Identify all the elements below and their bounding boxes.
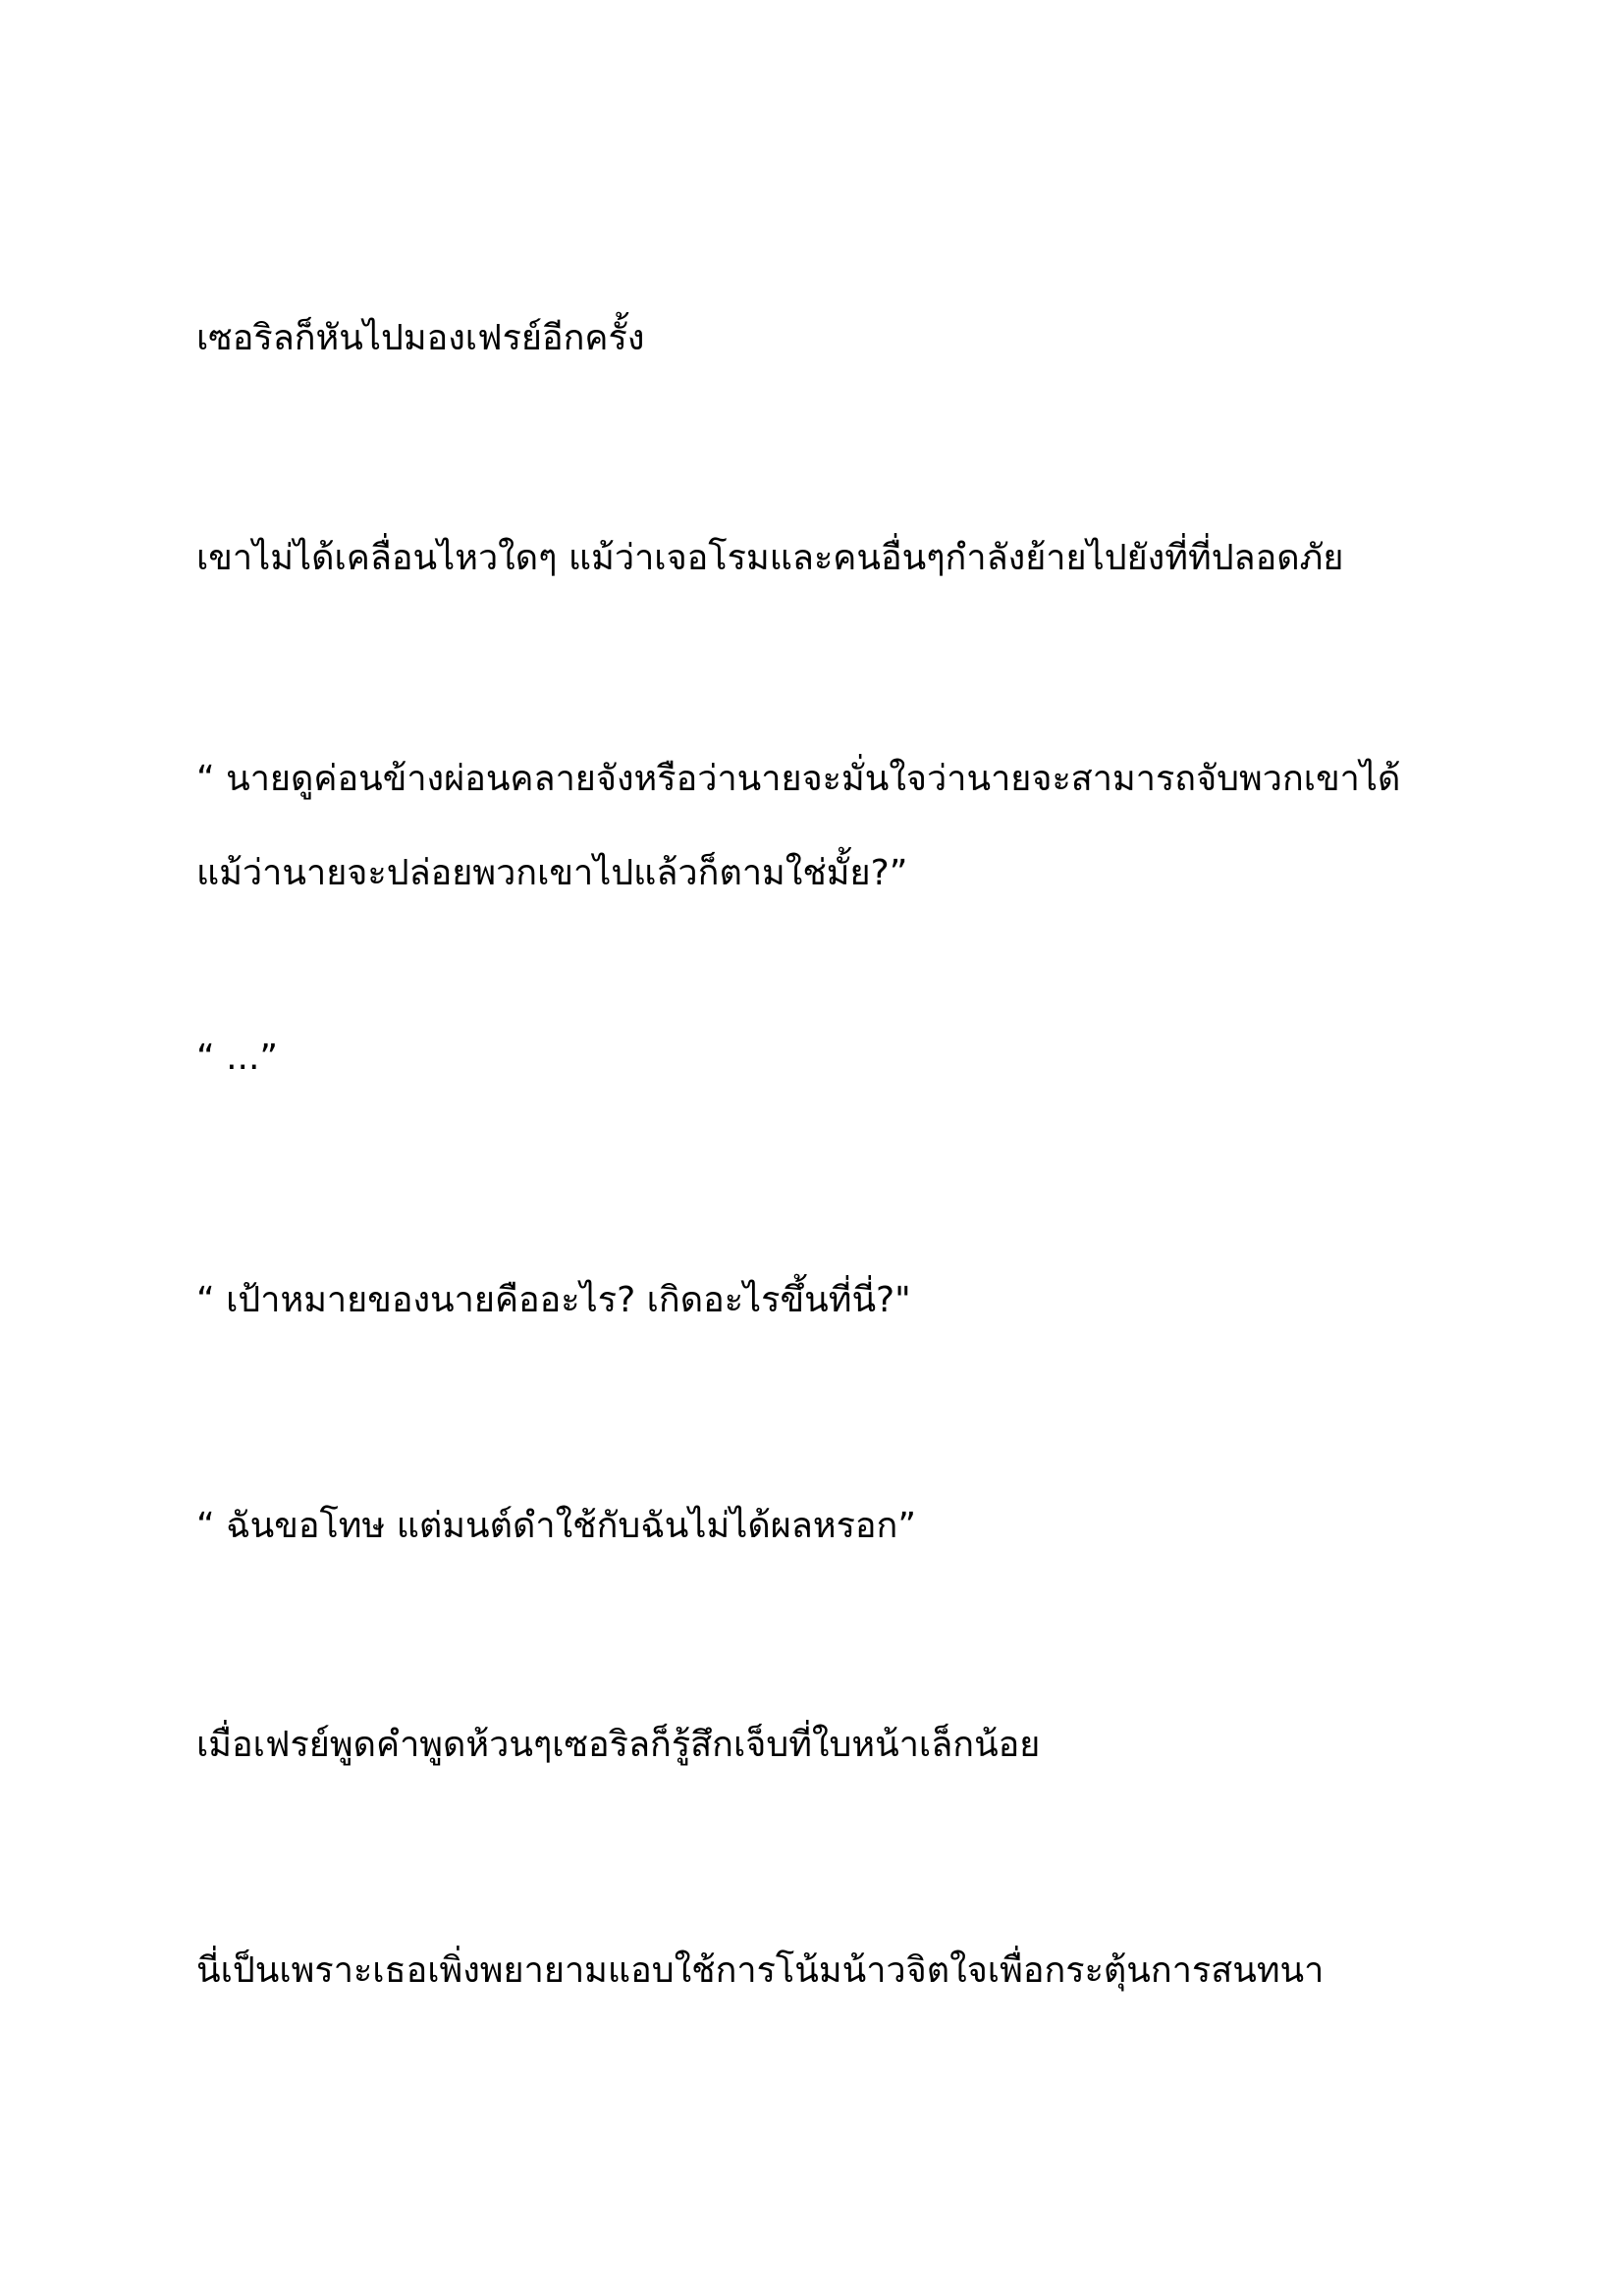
paragraph-4 [196, 1011, 1473, 1105]
paragraph-7 [196, 1698, 1473, 1792]
paragraph-5 [196, 1254, 1473, 1348]
paragraph-5-text: “ เป้าหมายของนายคืออะไร? เกิดอะไรขึ้นที่นี่?" [196, 1280, 911, 1320]
paragraph-4-text: “ ...” [196, 1038, 279, 1078]
paragraph-3-line-2: แม้ว่านายจะปล่อยพวกเขาไปแล้วก็ตามใช่มั้ย?” [196, 853, 908, 893]
paragraph-3-line-1: “ นายดูค่อนข้างผ่อนคลายจังหรือว่านายจะมั่นใจว่านายจะสามารถจับพวกเขาได้ [196, 759, 1401, 799]
paragraph-8 [196, 1924, 1473, 2018]
paragraph-1 [196, 292, 1473, 386]
paragraph-6 [196, 1479, 1473, 1574]
paragraph-6-text: “ ฉันขอโทษ แต่มนต์ดำใช้กับฉันไม่ได้ผลหรอก” [196, 1506, 916, 1546]
paragraph-1-text: เซอริลก็หันไปมองเฟรย์อีกครั้ง [196, 318, 645, 358]
paragraph-2 [196, 511, 1473, 606]
paragraph-2-text: เขาไม่ได้เคลื่อนไหวใดๆ แม้ว่าเจอโรมและคนอื่นๆกำลังย้ายไปยังที่ที่ปลอดภัย [196, 538, 1344, 578]
paragraph-7-text: เมื่อเฟรย์พูดคำพูดห้วนๆเซอริลก็รู้สึกเจ็บที่ใบหน้าเล็กน้อย [196, 1725, 1041, 1765]
paragraph-3 [196, 732, 1473, 921]
paragraph-8-text: นี่เป็นเพราะเธอเพิ่งพยายามแอบใช้การโน้มน้าวจิตใจเพื่อกระตุ้นการสนทนา [196, 1950, 1325, 1991]
